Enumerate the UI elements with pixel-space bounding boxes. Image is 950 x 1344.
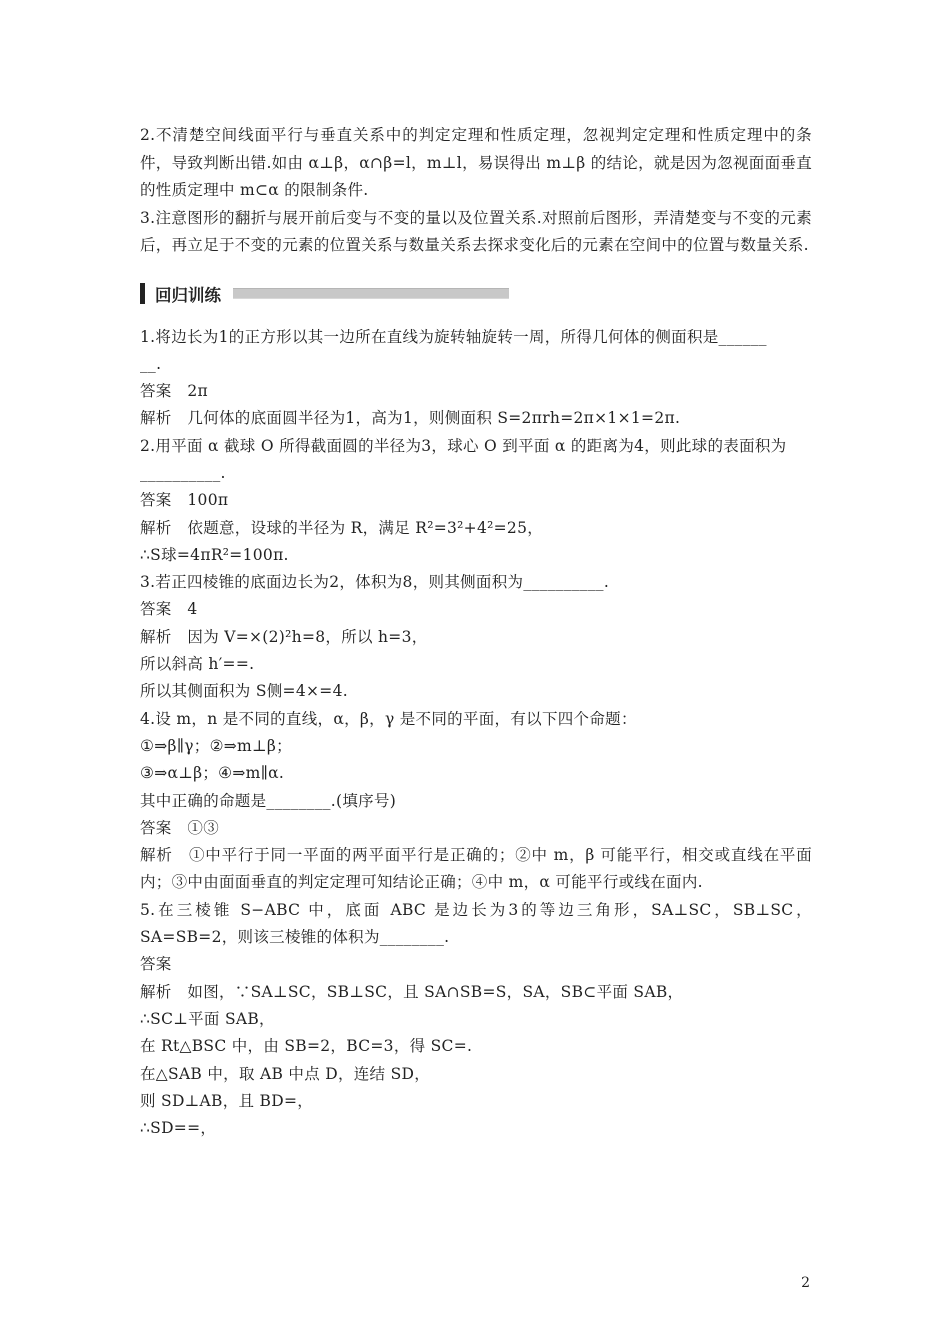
question-block bbox=[140, 433, 812, 569]
section-rule bbox=[233, 288, 509, 299]
question-block bbox=[140, 324, 812, 433]
question-line: __. bbox=[140, 354, 162, 373]
question-line: __________. bbox=[140, 463, 226, 482]
question-line: ∴SC⊥平面 SAB， bbox=[140, 1009, 275, 1028]
document-page bbox=[140, 122, 812, 1142]
question-line: 4.设 m，n 是不同的直线，α，β，γ 是不同的平面，有以下四个命题： bbox=[140, 709, 637, 728]
question-line: 所以斜高 h′==. bbox=[140, 655, 255, 674]
question-line: 2.用平面 α 截球 O 所得截面圆的半径为3，球心 O 到平面 α 的距离为4，则此球的表面积为 bbox=[140, 436, 787, 455]
intro-paragraph-2: 2.不清楚空间线面平行与垂直关系中的判定定理和性质定理，忽视判定定理和性质定理中的条件，导致判断出错.如由 α⊥β，α∩β=l，m⊥l，易误得出 m⊥β 的结论，就是因为忽视面面垂直的性质定理中 m⊂α 的限制条件. bbox=[140, 126, 812, 199]
question-line: ③⇒α⊥β；④⇒m∥α. bbox=[140, 764, 285, 783]
question-line: 答案 2π bbox=[140, 382, 209, 401]
question-block bbox=[140, 569, 812, 705]
question-line: ①⇒β∥γ；②⇒m⊥β； bbox=[140, 736, 292, 755]
questions-list bbox=[140, 324, 812, 1143]
question-line: 解析 依题意，设球的半径为 R，满足 R²=3²+4²=25， bbox=[140, 518, 544, 537]
page-number: 2 bbox=[801, 1275, 810, 1291]
question-line: 1.将边长为1的正方形以其一边所在直线为旋转轴旋转一周，所得几何体的侧面积是______ bbox=[140, 327, 767, 346]
intro-paragraph-3: 3.注意图形的翻折与展开前后变与不变的量以及位置关系.对照前后图形，弄清楚变与不变的元素后，再立足于不变的元素的位置关系与数量关系去探求变化后的元素在空间中的位置与数量关系. bbox=[140, 208, 812, 254]
section-marker-bar bbox=[140, 283, 145, 304]
question-line: 答案 100π bbox=[140, 491, 229, 510]
question-line: 解析 因为 V=×(2)²h=8，所以 h=3， bbox=[140, 627, 428, 646]
question-line: ∴SD==， bbox=[140, 1119, 217, 1138]
question-block bbox=[140, 706, 812, 897]
question-line: 则 SD⊥AB，且 BD=， bbox=[140, 1091, 314, 1110]
question-block bbox=[140, 897, 812, 1143]
question-line: ∴S球=4πR²=100π. bbox=[140, 545, 289, 564]
question-line: 答案 4 bbox=[140, 600, 198, 619]
question-line: 解析 如图，∵SA⊥SC，SB⊥SC，且 SA∩SB=S，SA，SB⊂平面 SAB， bbox=[140, 982, 684, 1001]
question-line: 所以其侧面积为 S侧=4×=4. bbox=[140, 682, 348, 701]
question-line: 答案 ①③ bbox=[140, 818, 220, 837]
question-line: 其中正确的命题是________.(填序号) bbox=[140, 791, 397, 810]
question-line: 解析 ①中平行于同一平面的两平面平行是正确的；②中 m，β 可能平行，相交或直线在平面内；③中由面面垂直的判定定理可知结论正确；④中 m，α 可能平行或线在面内. bbox=[140, 846, 812, 892]
section-title: 回归训练 bbox=[155, 285, 221, 305]
question-line: 答案 bbox=[140, 955, 172, 974]
question-line: 在 Rt△BSC 中，由 SB=2，BC=3，得 SC=. bbox=[140, 1037, 473, 1056]
question-line: 5.在三棱锥 S−ABC 中，底面 ABC 是边长为3的等边三角形，SA⊥SC，SB⊥SC，SA=SB=2，则该三棱锥的体积为________. bbox=[140, 900, 812, 947]
question-line: 解析 几何体的底面圆半径为1，高为1，则侧面积 S=2πrh=2π×1×1=2π. bbox=[140, 409, 681, 428]
question-line: 3.若正四棱锥的底面边长为2，体积为8，则其侧面积为__________. bbox=[140, 573, 610, 592]
section-header bbox=[140, 280, 812, 308]
question-line: 在△SAB 中，取 AB 中点 D，连结 SD， bbox=[140, 1064, 431, 1083]
